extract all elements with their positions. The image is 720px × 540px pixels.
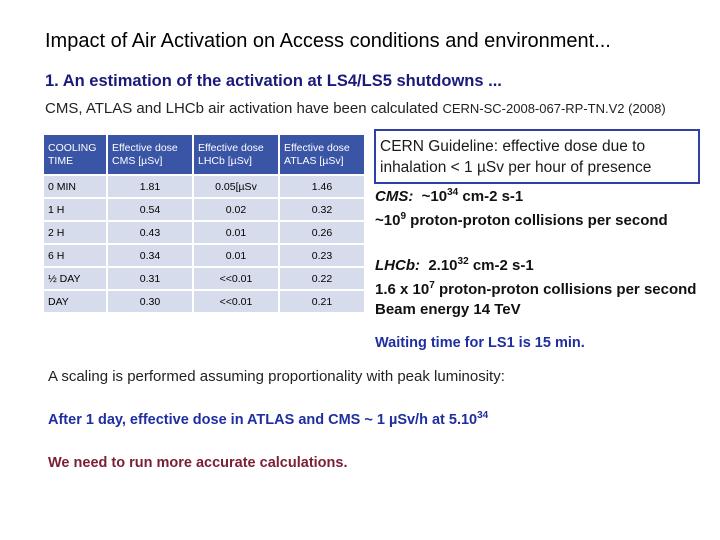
lhcb-info bbox=[375, 252, 696, 320]
header-cms-dose bbox=[108, 135, 194, 176]
cms-coll-exponent: 9 bbox=[400, 211, 407, 222]
lhcb-label: LHCb: bbox=[375, 257, 420, 274]
cell-cms: 0.30 bbox=[108, 291, 194, 314]
table-row bbox=[44, 291, 366, 314]
cell-cms: 0.54 bbox=[108, 199, 194, 222]
lhcb-lumi-value: 2.10 bbox=[420, 257, 458, 274]
cms-info bbox=[375, 183, 668, 231]
guideline-line: inhalation < 1 µSv per hour of presence bbox=[380, 159, 652, 176]
table-row bbox=[44, 245, 366, 268]
lhcb-luminosity bbox=[375, 252, 696, 276]
effective-dose-table bbox=[44, 135, 366, 314]
after-exponent: 34 bbox=[477, 410, 489, 421]
table-row bbox=[44, 222, 366, 245]
table-row bbox=[44, 199, 366, 222]
cell-cooling-time: 6 H bbox=[44, 245, 108, 268]
cms-coll-value: ~10 bbox=[375, 212, 401, 229]
cms-luminosity bbox=[375, 183, 668, 207]
cell-lhcb: 0.02 bbox=[194, 199, 280, 222]
lhcb-beam-energy: Beam energy 14 TeV bbox=[375, 301, 521, 318]
lhcb-lumi-unit: cm-2 s-1 bbox=[468, 257, 534, 274]
header-line: LHCb [µSv] bbox=[198, 154, 252, 167]
waiting-time-note: Waiting time for LS1 is 15 min. bbox=[375, 335, 585, 351]
cms-coll-unit: proton-proton collisions per second bbox=[406, 212, 668, 229]
header-atlas-dose bbox=[280, 135, 366, 176]
cell-cooling-time: 2 H bbox=[44, 222, 108, 245]
lhcb-coll-value: 1.6 x 10 bbox=[375, 281, 430, 298]
cell-atlas: 0.22 bbox=[280, 268, 366, 291]
intro-reference: CERN-SC-2008-067-RP-TN.V2 (2008) bbox=[442, 101, 666, 116]
after-one-day-note bbox=[48, 410, 488, 428]
cms-lumi-exponent: 34 bbox=[447, 187, 459, 198]
cms-lumi-unit: cm-2 s-1 bbox=[458, 188, 524, 205]
page-title: Impact of Air Activation on Access conditions and environment... bbox=[45, 30, 611, 52]
conclusion-note: We need to run more accurate calculations. bbox=[48, 455, 348, 471]
table-row bbox=[44, 268, 366, 291]
cms-collisions bbox=[375, 207, 668, 231]
guideline-text bbox=[380, 136, 651, 178]
header-line: TIME bbox=[48, 154, 74, 167]
cell-cooling-time: 0 MIN bbox=[44, 176, 108, 199]
cell-lhcb: 0.01 bbox=[194, 222, 280, 245]
cell-cms: 1.81 bbox=[108, 176, 194, 199]
cell-cooling-time: 1 H bbox=[44, 199, 108, 222]
intro-main: CMS, ATLAS and LHCb air activation have been calculated bbox=[45, 100, 443, 117]
header-line: Effective dose bbox=[112, 141, 178, 154]
header-line: CMS [µSv] bbox=[112, 154, 163, 167]
cell-lhcb: <<0.01 bbox=[194, 268, 280, 291]
cell-cms: 0.34 bbox=[108, 245, 194, 268]
table-row bbox=[44, 176, 366, 199]
cell-atlas: 0.32 bbox=[280, 199, 366, 222]
cell-lhcb: 0.01 bbox=[194, 245, 280, 268]
cell-cms: 0.31 bbox=[108, 268, 194, 291]
cell-atlas: 0.26 bbox=[280, 222, 366, 245]
guideline-line: CERN Guideline: effective dose due to bbox=[380, 138, 646, 155]
table-header-row bbox=[44, 135, 366, 176]
header-line: Effective dose bbox=[284, 141, 350, 154]
lhcb-coll-unit: proton-proton collisions per second bbox=[434, 281, 697, 298]
lhcb-coll-exponent: 7 bbox=[429, 280, 435, 291]
header-cooling-time bbox=[44, 135, 108, 176]
after-text: After 1 day, effective dose in ATLAS and CMS ~ 1 µSv/h at 5.10 bbox=[48, 411, 478, 428]
header-line: Effective dose bbox=[198, 141, 264, 154]
cell-atlas: 1.46 bbox=[280, 176, 366, 199]
section-heading: 1. An estimation of the activation at LS4/LS5 shutdowns ... bbox=[45, 72, 502, 90]
cms-lumi-value: ~10 bbox=[413, 188, 448, 205]
cms-label: CMS: bbox=[375, 188, 414, 205]
intro-text bbox=[45, 100, 666, 117]
lhcb-collisions bbox=[375, 276, 696, 300]
cell-lhcb: 0.05[µSv bbox=[194, 176, 280, 199]
cell-atlas: 0.21 bbox=[280, 291, 366, 314]
cell-cooling-time: DAY bbox=[44, 291, 108, 314]
lhcb-lumi-exponent: 32 bbox=[457, 256, 469, 267]
cell-lhcb: <<0.01 bbox=[194, 291, 280, 314]
cell-cms: 0.43 bbox=[108, 222, 194, 245]
scaling-text: A scaling is performed assuming proportionality with peak luminosity: bbox=[48, 368, 505, 385]
header-line: ATLAS [µSv] bbox=[284, 154, 344, 167]
cell-cooling-time: ½ DAY bbox=[44, 268, 108, 291]
cell-atlas: 0.23 bbox=[280, 245, 366, 268]
header-line: COOLING bbox=[48, 141, 97, 154]
header-lhcb-dose bbox=[194, 135, 280, 176]
